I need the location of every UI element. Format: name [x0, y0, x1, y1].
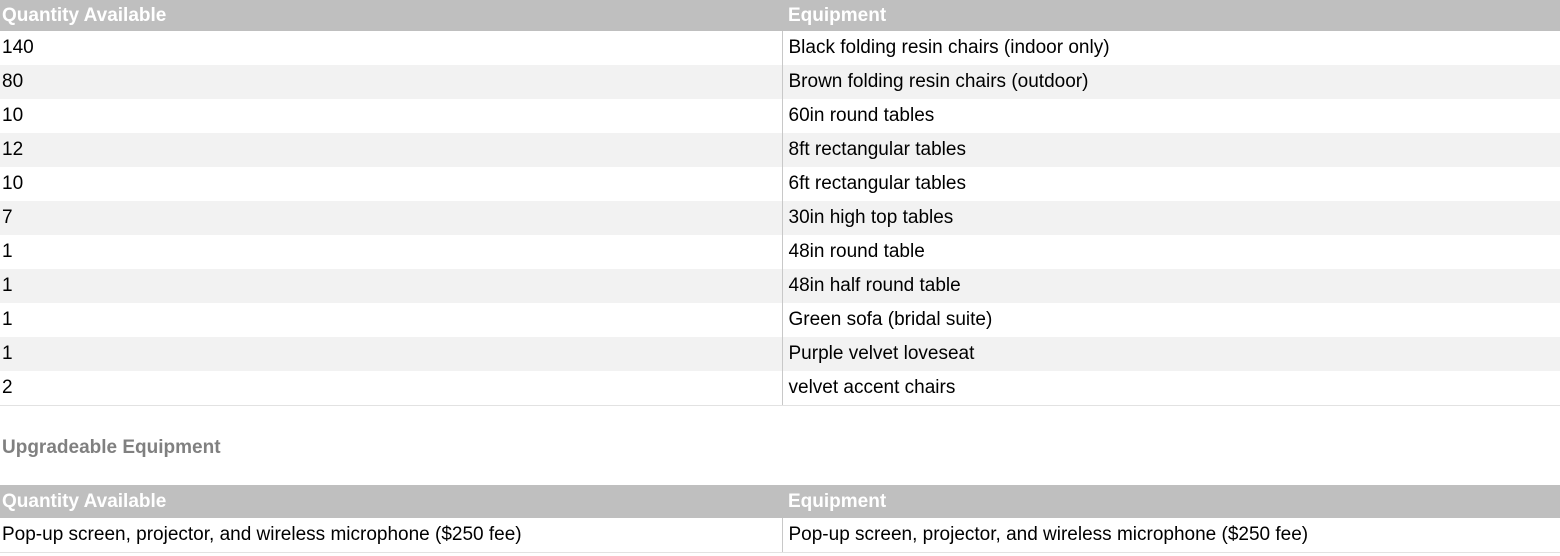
- quantity-cell[interactable]: 2: [0, 371, 782, 405]
- table-row: [0, 518, 1560, 552]
- equipment-cell[interactable]: Pop-up screen, projector, and wireless microphone ($250 fee): [782, 518, 1560, 552]
- equipment-cell[interactable]: 60in round tables: [782, 99, 1560, 133]
- equipment-cell[interactable]: Purple velvet loveseat: [782, 337, 1560, 371]
- table-row: [0, 201, 1560, 235]
- quantity-cell[interactable]: 140: [0, 31, 782, 65]
- table-row: [0, 65, 1560, 99]
- header-quantity[interactable]: Quantity Available: [0, 0, 782, 31]
- table-row: [0, 235, 1560, 269]
- quantity-cell[interactable]: 1: [0, 269, 782, 303]
- equipment-cell[interactable]: Black folding resin chairs (indoor only): [782, 31, 1560, 65]
- table-row: [0, 99, 1560, 133]
- table-row: [0, 167, 1560, 201]
- quantity-cell[interactable]: 1: [0, 235, 782, 269]
- quantity-cell[interactable]: 1: [0, 337, 782, 371]
- equipment-cell[interactable]: velvet accent chairs: [782, 371, 1560, 405]
- quantity-cell[interactable]: 80: [0, 65, 782, 99]
- equipment-cell[interactable]: 48in round table: [782, 235, 1560, 269]
- quantity-cell[interactable]: 12: [0, 133, 782, 167]
- quantity-cell[interactable]: 7: [0, 201, 782, 235]
- table-header-row: [0, 485, 1560, 518]
- equipment-cell[interactable]: Green sofa (bridal suite): [782, 303, 1560, 337]
- header-equipment[interactable]: Equipment: [782, 485, 1560, 518]
- equipment-cell[interactable]: Brown folding resin chairs (outdoor): [782, 65, 1560, 99]
- table-row: [0, 303, 1560, 337]
- quantity-cell[interactable]: 10: [0, 167, 782, 201]
- table-row: [0, 133, 1560, 167]
- upgradeable-equipment-table: [0, 485, 1560, 553]
- equipment-cell[interactable]: 8ft rectangular tables: [782, 133, 1560, 167]
- equipment-cell[interactable]: 6ft rectangular tables: [782, 167, 1560, 201]
- table-header-row: [0, 0, 1560, 31]
- quantity-cell[interactable]: 10: [0, 99, 782, 133]
- quantity-cell[interactable]: Pop-up screen, projector, and wireless microphone ($250 fee): [0, 518, 782, 552]
- section-title-upgradeable: Upgradeable Equipment: [2, 437, 221, 458]
- table-row: [0, 337, 1560, 371]
- header-equipment[interactable]: Equipment: [782, 0, 1560, 31]
- table-row: [0, 31, 1560, 65]
- equipment-cell[interactable]: 30in high top tables: [782, 201, 1560, 235]
- table-row: [0, 269, 1560, 303]
- header-quantity[interactable]: Quantity Available: [0, 485, 782, 518]
- quantity-cell[interactable]: 1: [0, 303, 782, 337]
- equipment-cell[interactable]: 48in half round table: [782, 269, 1560, 303]
- table-row: [0, 371, 1560, 405]
